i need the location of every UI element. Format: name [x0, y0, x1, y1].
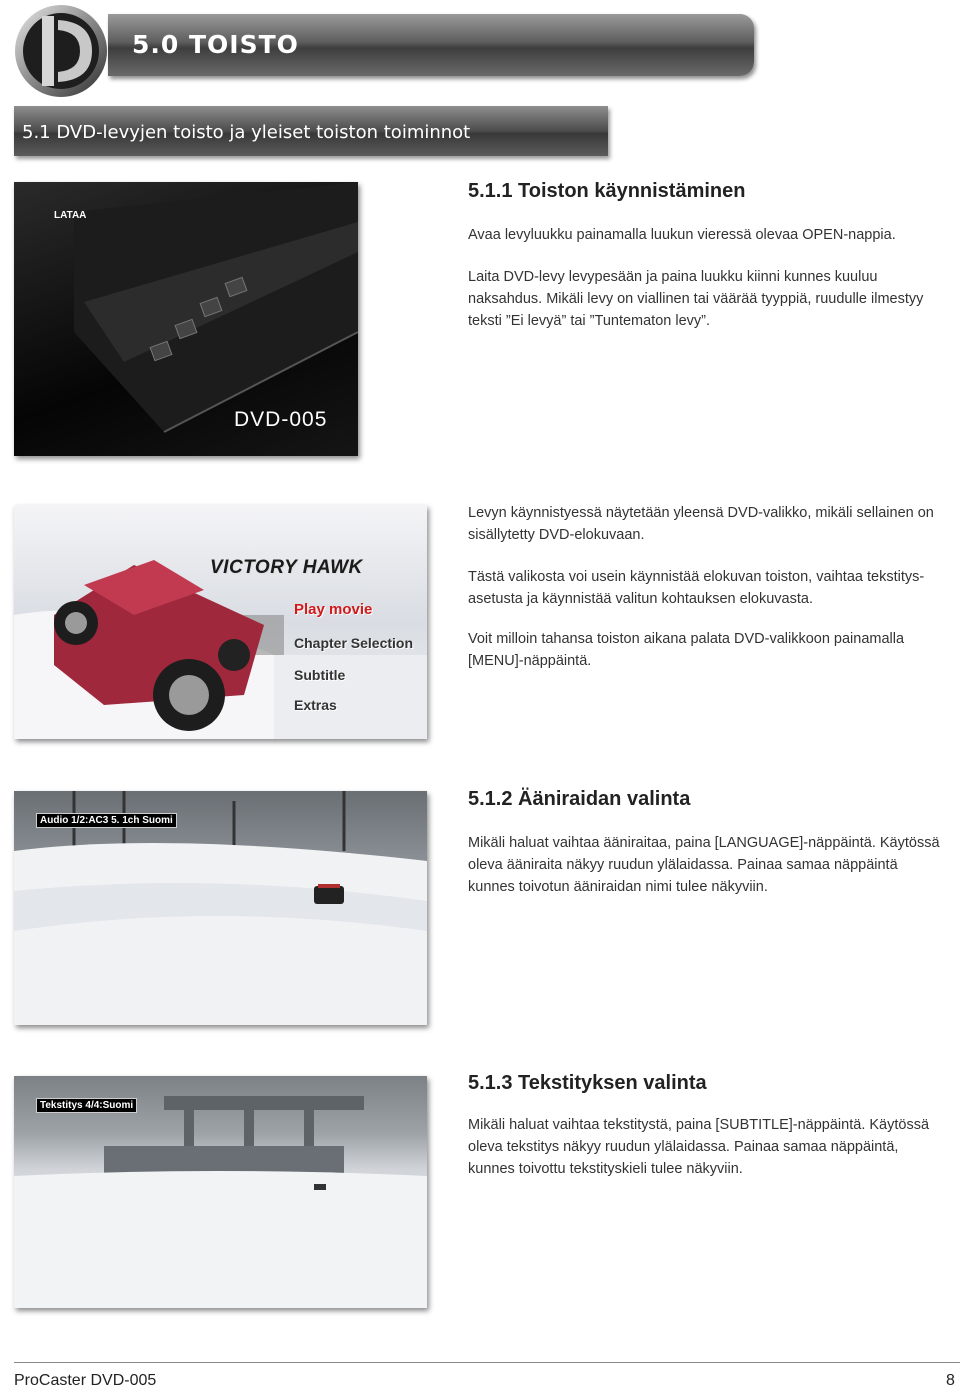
footer-divider — [14, 1362, 960, 1363]
footer-product: ProCaster DVD-005 — [14, 1372, 157, 1389]
heading-5-1-2: 5.1.2 Ääniraidan valinta — [468, 788, 691, 810]
page-number: 8 — [946, 1372, 955, 1389]
audio-track-osd: Audio 1/2:AC3 5. 1ch Suomi — [36, 813, 177, 828]
paragraph: Avaa levyluukku painamalla luukun vieressä olevaa OPEN-nappia. — [468, 227, 896, 243]
subtitle-track-osd: Tekstitys 4/4:Suomi — [36, 1098, 137, 1113]
paragraph: Voit milloin tahansa toiston aikana palata DVD-valikkoon painamalla [MENU]-näppäintä. — [468, 631, 905, 669]
menu-title: VICTORY HAWK — [210, 557, 363, 578]
paragraph: Levyn käynnistyessä näytetään yleensä DVD-valikko, mikäli sellainen on sisällytetty DVD-elokuvaan. — [468, 505, 934, 543]
chapter-title: 5.0 TOISTO — [132, 30, 299, 59]
menu-item-extras: Extras — [294, 697, 337, 713]
heading-5-1-3: 5.1.3 Tekstityksen valinta — [468, 1072, 707, 1094]
heading-5-1-1: 5.1.1 Toiston käynnistäminen — [468, 180, 746, 202]
brand-logo — [12, 2, 110, 100]
subtitle-osd-photo — [14, 1076, 427, 1308]
menu-item-chapters: Chapter Selection — [294, 635, 414, 651]
menu-item-play: Play movie — [294, 601, 373, 618]
dvd-menu-photo — [14, 505, 427, 739]
paragraph: Laita DVD-levy levypesään ja paina luukku kiinni kunnes kuuluu naksahdus. Mikäli levy on viallinen tai väärää tyyppiä, ruudulle ilmestyy teksti ”Ei levyä” tai ”Tuntematon levy”. — [468, 269, 924, 329]
paragraph: Mikäli haluat vaihtaa ääniraitaa, paina [LANGUAGE]-näppäintä. Käytössä oleva ääniraita näkyy ruudun ylälaidassa. Painaa samaa näppäintä kunnes toivotun ääniraidan nimi tulee näkyviin. — [468, 835, 940, 895]
player-photo — [14, 182, 358, 456]
paragraph: Tästä valikosta voi usein käynnistää elokuvan toiston, vaihtaa tekstitys-asetusta ja käynnistää valitun kohtauksen elokuvasta. — [468, 569, 925, 607]
audio-osd-photo — [14, 791, 427, 1025]
load-button-label: LATAA — [54, 210, 87, 221]
menu-item-subtitle: Subtitle — [294, 667, 346, 683]
paragraph: Mikäli haluat vaihtaa tekstitystä, paina [SUBTITLE]-näppäintä. Käytössä oleva tekstitys näkyy ruudun ylälaidassa. Painaa samaa näppäintä, kunnes toivottu tekstityskieli tulee näkyviin. — [468, 1117, 930, 1177]
section-title: 5.1 DVD-levyjen toisto ja yleiset toiston toiminnot — [22, 122, 471, 143]
model-label: DVD-005 — [234, 408, 328, 431]
